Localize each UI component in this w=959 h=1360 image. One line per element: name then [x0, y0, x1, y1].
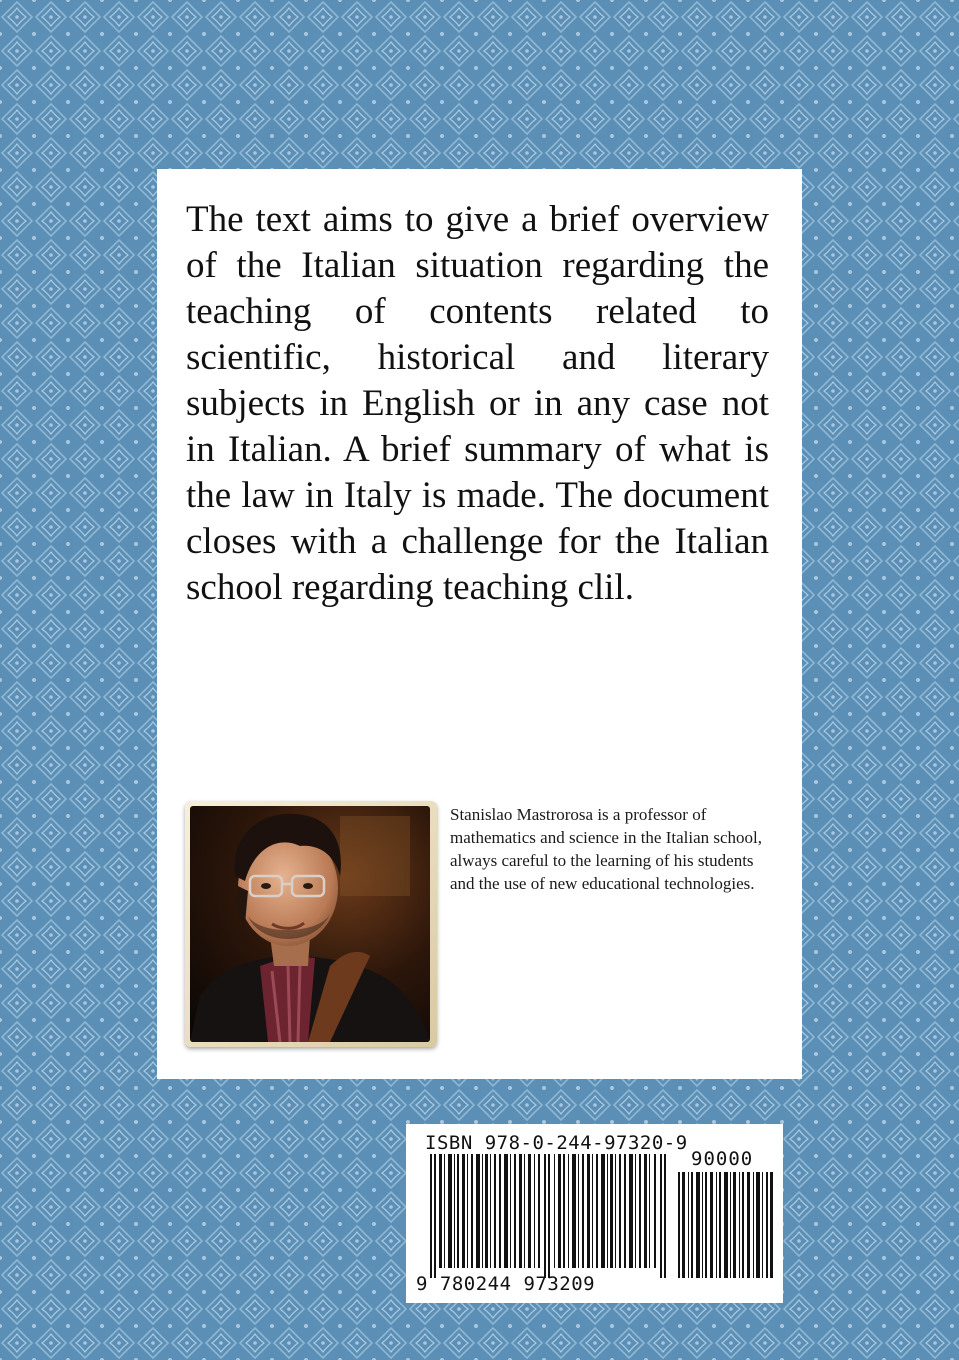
author-photo — [190, 806, 430, 1042]
author-photo-frame — [185, 801, 437, 1047]
author-bio: Stanislao Mastrorosa is a professor of mathematics and science in the Italian school, always careful to the learning of his students and the use of new educational technologies. — [450, 805, 763, 893]
ean-barcode — [430, 1154, 670, 1278]
cover-blurb: The text aims to give a brief overview of the Italian situation regarding the teaching of contents related to scientific, historical and literary subjects in English or in any case not in Italian. A brief summary of what is the law in Italy is made. The document closes with a challenge for the Italian school regarding teaching clil. — [186, 199, 769, 608]
addon-barcode — [678, 1172, 774, 1278]
barcode-block — [406, 1124, 783, 1303]
addon-digits: 90000 — [691, 1148, 754, 1170]
ean-digits: 9 780244 973209 — [416, 1273, 596, 1295]
text-panel — [157, 169, 802, 1079]
isbn-label: ISBN 978-0-244-97320-9 — [425, 1132, 688, 1154]
